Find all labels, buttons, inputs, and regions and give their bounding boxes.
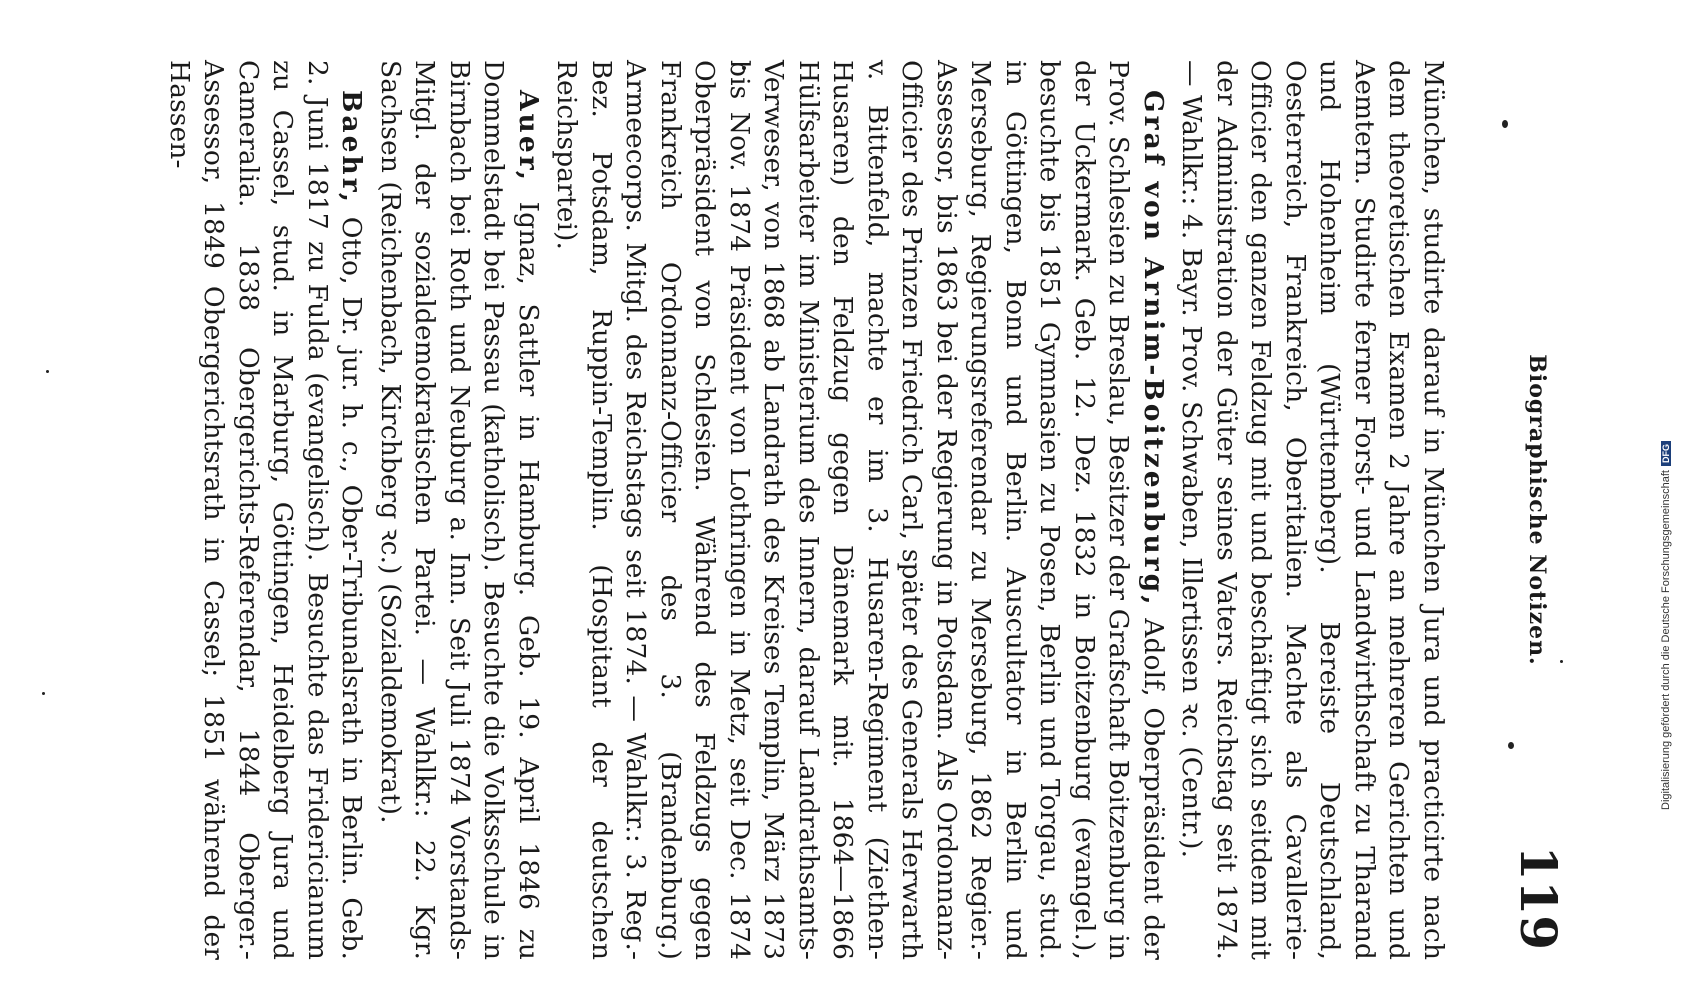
entry-text: Adolf, Oberpräsident der Prov. Schlesien zu Breslau, Besitzer der Grafschaft Boitzenburg in der Uckermark. Geb. 12. Dez. 1832 in Boitzenburg (evangel.), besuchte bis 1851 Gymnasien zu Posen, Berlin und Torgau, stud. in Göttingen, Bonn und Berlin. Auscultator in Berlin und Merseburg, Regierungsreferendar zu Merseburg, 1862 Regier.-Assessor, bis 1863 bei der Regierung in Potsdam. Als Ordonnanz-Officier des Prinzen Friedrich Carl, später des Generals Herwarth v. Bittenfeld, machte er im 3. Husaren-Regiment (Ziethen-Husaren) den Feldzug gegen Dänemark mit. 1864—1866 Hülfsarbeiter im Ministerium des Innern, darauf Landrathsamts-Verweser, von 1868 ab Landrath des Kreises Templin, März 1873 bis Nov. 1874 Präsident von Lothringen in Metz, seit Dec. 1874 Oberpräsident von Schlesien. Während des Feldzugs gegen Frankreich Ordonnanz-Officier des 3. (Brandenburg.) Armeecorps. Mitgl. des Reichstags seit 1874. — Wahlkr.: 3. Reg.-Bez. Potsdam, Ruppin-Templin. (Hospitant der deutschen Reichspartei). (551, 60, 1169, 961)
digitization-note-text: Digitalisierung gefördert durch die Deutsche Forschungsgemeinschaft (1660, 470, 1672, 810)
entry-name: Auer, (513, 90, 544, 183)
entry-name: Baehr, (336, 90, 368, 205)
document-page (88, 60, 1568, 960)
entry-paragraph (373, 60, 546, 960)
digitization-note (1660, 30, 1686, 810)
running-title: Biographische Notizen. (1524, 354, 1550, 666)
scan-speck (46, 370, 49, 373)
entry-paragraph (549, 60, 1170, 960)
body-text (162, 60, 1451, 960)
entry-paragraph (1174, 60, 1450, 960)
entry-paragraph (162, 60, 369, 960)
page-header (1478, 60, 1568, 960)
page-number: 119 (1509, 845, 1568, 950)
entry-text: München, studirte darauf in München Jura und practicirte nach dem theoretischen Examen 2 Jahre an mehreren Gerichten und Aemtern. Studirte ferner Forst- und Landwirthschaft zu Tharand und Hohenheim (Württemberg). Bereiste Deutschland, Oesterreich, Frankreich, Oberitalien. Machte als Cavallerie-Officier den ganzen Feldzug mit und beschäftigt sich seitdem mit der Administration der Güter seines Vaters. Reichstag seit 1874. — Wahlkr.: 4. Bayr. Prov. Schwaben, Illertissen ꝛc. (Centr.). (1176, 60, 1449, 960)
entry-name: Graf von Arnim-Boitzenburg, (1138, 90, 1169, 608)
scan-speck (42, 692, 45, 695)
entry-text: Ignaz, Sattler in Hamburg. Geb. 19. April 1846 zu Dommelstadt bei Passau (katholisch). Besuchte die Volksschule in Birnbach bei Roth und Neuburg a. Inn. Seit Juli 1874 Vorstands-Mitgl. der sozialdemokratischen Partei. — Wahlkr.: 22. Kgr. Sachsen (Reichenbach, Kirchberg ꝛc.) (Sozialdemokrat). (375, 60, 544, 960)
dfg-logo: DFG (1661, 441, 1671, 466)
entry-text: Otto, Dr. jur. h. c., Ober-Tribunalsrath in Berlin. Geb. 2. Juni 1817 zu Fulda (evangelisch). Besuchte das Fridericianum zu Cassel, stud. in Marburg, Göttingen, Heidelberg Jura und Cameralia. 1838 Obergerichts-Referendar, 1844 Oberger.-Assessor, 1849 Obergerichtsrath in Cassel; 1851 während der Hassen- (164, 60, 368, 960)
